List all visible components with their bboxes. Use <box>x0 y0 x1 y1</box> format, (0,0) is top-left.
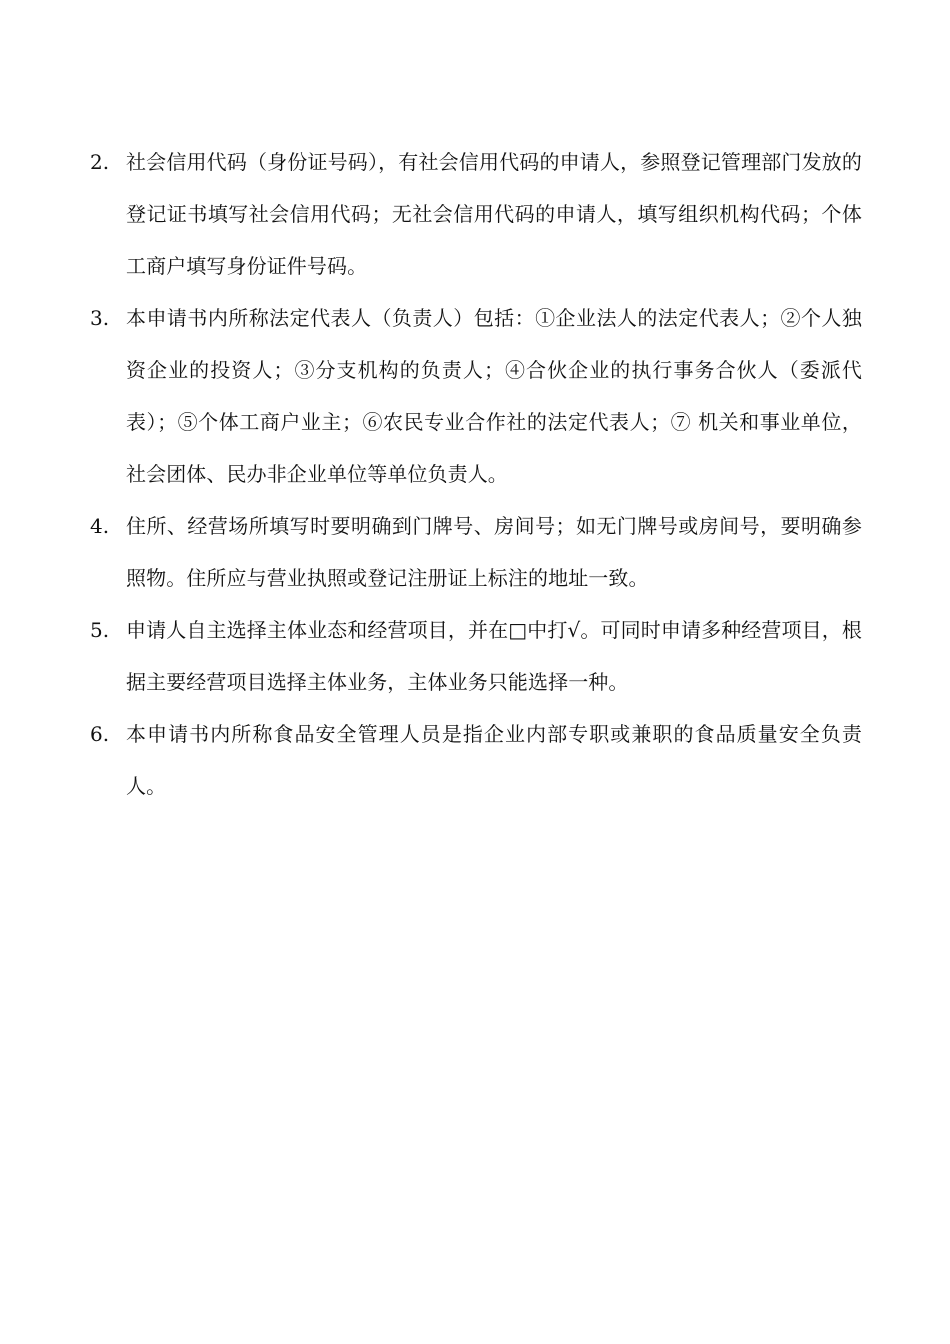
instruction-notes-list <box>90 136 862 812</box>
note-number: 5. <box>90 618 110 642</box>
note-number: 4. <box>90 514 110 538</box>
note-item-2 <box>90 136 862 292</box>
note-item-5 <box>90 604 862 708</box>
note-text: 社会信用代码（身份证号码），有社会信用代码的申请人，参照登记管理部门发放的登记证书填写社会信用代码；无社会信用代码的申请人，填写组织机构代码；个体工商户填写身份证件号码。 <box>126 150 862 278</box>
note-text: 申请人自主选择主体业态和经营项目，并在□中打√。可同时申请多种经营项目，根据主要经营项目选择主体业务，主体业务只能选择一种。 <box>126 618 862 694</box>
note-item-4 <box>90 500 862 604</box>
note-text: 住所、经营场所填写时要明确到门牌号、房间号；如无门牌号或房间号，要明确参照物。住所应与营业执照或登记注册证上标注的地址一致。 <box>126 514 862 590</box>
note-item-6 <box>90 708 862 812</box>
note-item-3 <box>90 292 862 500</box>
note-text: 本申请书内所称食品安全管理人员是指企业内部专职或兼职的食品质量安全负责人。 <box>126 722 862 798</box>
note-number: 6. <box>90 722 110 746</box>
note-text: 本申请书内所称法定代表人（负责人）包括：①企业法人的法定代表人；②个人独资企业的投资人；③分支机构的负责人；④合伙企业的执行事务合伙人（委派代表）；⑤个体工商户业主；⑥农民专业合作社的法定代表人；⑦ 机关和事业单位，社会团体、民办非企业单位等单位负责人。 <box>126 306 862 486</box>
note-number: 2. <box>90 150 110 174</box>
note-number: 3. <box>90 306 110 330</box>
